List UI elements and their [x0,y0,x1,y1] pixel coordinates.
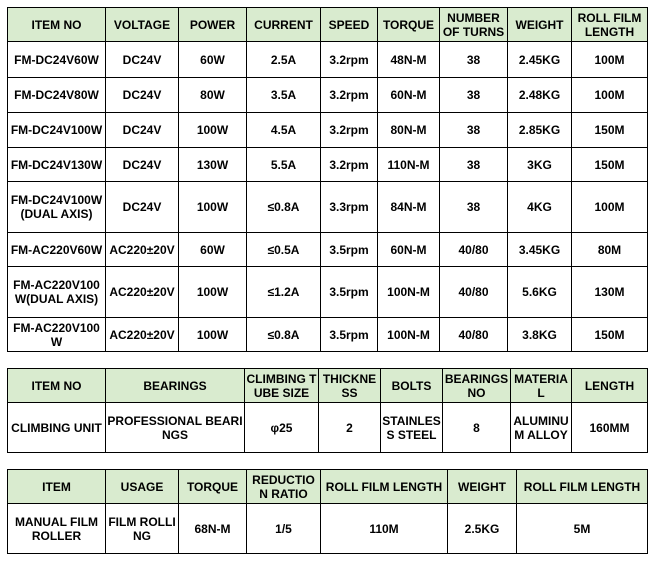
motor-spec-cell: FM-AC220V100W [8,318,106,352]
motor-spec-cell: 38 [440,78,508,113]
motor-spec-cell: FM-DC24V100W(DUAL AXIS) [8,182,106,233]
motor-spec-cell: AC220±20V [106,318,179,352]
manual-roller-header-cell: REDUCTION RATIO [247,470,321,504]
motor-spec-cell: 60N-M [378,78,440,113]
motor-spec-cell: 150M [572,113,648,148]
manual-roller-body [8,504,648,554]
motor-spec-cell: 100W [179,267,247,318]
manual-roller-header-row [8,470,648,504]
climbing-unit-cell: φ25 [245,403,319,453]
motor-spec-table [7,7,648,352]
motor-spec-cell: 2.45KG [508,42,572,78]
motor-spec-cell: FM-DC24V100W [8,113,106,148]
motor-spec-cell: DC24V [106,113,179,148]
motor-spec-cell: DC24V [106,42,179,78]
manual-roller-header-cell: WEIGHT [448,470,517,504]
climbing-unit-cell: 8 [443,403,511,453]
motor-spec-cell: 100M [572,78,648,113]
motor-spec-cell: 38 [440,42,508,78]
motor-spec-cell: 38 [440,148,508,182]
motor-spec-cell: 60W [179,42,247,78]
motor-spec-cell: 100M [572,182,648,233]
motor-spec-cell: 3.8KG [508,318,572,352]
motor-spec-cell: DC24V [106,182,179,233]
motor-spec-header-cell: ROLL FILM LENGTH [572,8,648,42]
motor-spec-cell: 4KG [508,182,572,233]
motor-spec-header-cell: WEIGHT [508,8,572,42]
climbing-unit-cell: 160MM [572,403,648,453]
motor-spec-header-cell: TORQUE [378,8,440,42]
manual-roller-header-cell: USAGE [106,470,179,504]
climbing-unit-cell: PROFESSIONAL BEARINGS [106,403,245,453]
motor-spec-row [8,148,648,182]
motor-spec-header-row [8,8,648,42]
motor-spec-cell: 40/80 [440,233,508,267]
motor-spec-cell: 2.48KG [508,78,572,113]
motor-spec-cell: 130M [572,267,648,318]
motor-spec-cell: 60N-M [378,233,440,267]
motor-spec-cell: 38 [440,113,508,148]
motor-spec-row [8,318,648,352]
motor-spec-cell: 100W [179,318,247,352]
motor-spec-cell: AC220±20V [106,233,179,267]
motor-spec-header-cell: NUMBER OF TURNS [440,8,508,42]
motor-spec-cell: AC220±20V [106,267,179,318]
climbing-unit-header-cell: ITEM NO [8,369,106,403]
climbing-unit-header-row [8,369,648,403]
motor-spec-cell: 3.5A [247,78,321,113]
climbing-unit-cell: ALUMINUM ALLOY [511,403,572,453]
motor-spec-cell: 40/80 [440,267,508,318]
climbing-unit-table [7,368,648,453]
motor-spec-cell: 3.2rpm [321,113,378,148]
motor-spec-header-cell: SPEED [321,8,378,42]
manual-roller-cell: 2.5KG [448,504,517,554]
motor-spec-cell: 130W [179,148,247,182]
motor-spec-cell: 38 [440,182,508,233]
climbing-unit-body [8,403,648,453]
motor-spec-cell: 3KG [508,148,572,182]
motor-spec-cell: 110N-M [378,148,440,182]
manual-roller-cell: 68N-M [179,504,247,554]
motor-spec-cell: DC24V [106,148,179,182]
motor-spec-cell: 80W [179,78,247,113]
climbing-unit-header-cell: BEARINGS NO [443,369,511,403]
manual-roller-header-cell: TORQUE [179,470,247,504]
manual-roller-header-cell: ITEM [8,470,106,504]
motor-spec-cell: 3.5rpm [321,318,378,352]
motor-spec-cell: 100N-M [378,267,440,318]
climbing-unit-cell: STAINLESS STEEL [381,403,443,453]
motor-spec-cell: 4.5A [247,113,321,148]
manual-roller-table [7,469,648,554]
motor-spec-cell: 3.45KG [508,233,572,267]
climbing-unit-header-cell: BOLTS [381,369,443,403]
manual-roller-cell: 1/5 [247,504,321,554]
manual-roller-cell: MANUAL FILM ROLLER [8,504,106,554]
motor-spec-cell: ≤0.8A [247,182,321,233]
motor-spec-cell: 150M [572,318,648,352]
motor-spec-cell: FM-AC220V60W [8,233,106,267]
manual-roller-cell: FILM ROLLING [106,504,179,554]
motor-spec-cell: 2.85KG [508,113,572,148]
motor-spec-cell: 150M [572,148,648,182]
climbing-unit-header-cell: LENGTH [572,369,648,403]
motor-spec-cell: 3.3rpm [321,182,378,233]
motor-spec-cell: ≤1.2A [247,267,321,318]
motor-spec-cell: FM-AC220V100W(DUAL AXIS) [8,267,106,318]
motor-spec-header-cell: CURRENT [247,8,321,42]
manual-roller-cell: 5M [517,504,648,554]
manual-roller-header-cell: ROLL FILM LENGTH [517,470,648,504]
climbing-unit-header-cell: CLIMBING TUBE SIZE [245,369,319,403]
motor-spec-row [8,267,648,318]
motor-spec-cell: 3.2rpm [321,78,378,113]
motor-spec-cell: FM-DC24V60W [8,42,106,78]
motor-spec-cell: 100N-M [378,318,440,352]
climbing-unit-header-cell: THICKNESS [319,369,381,403]
motor-spec-header-cell: ITEM NO [8,8,106,42]
motor-spec-header-cell: VOLTAGE [106,8,179,42]
motor-spec-cell: 100W [179,182,247,233]
motor-spec-cell: 3.5rpm [321,267,378,318]
motor-spec-cell: DC24V [106,78,179,113]
motor-spec-cell: 48N-M [378,42,440,78]
motor-spec-row [8,42,648,78]
motor-spec-cell: ≤0.8A [247,318,321,352]
motor-spec-cell: 2.5A [247,42,321,78]
climbing-unit-cell: CLIMBING UNIT [8,403,106,453]
motor-spec-cell: 3.2rpm [321,42,378,78]
motor-spec-cell: FM-DC24V130W [8,148,106,182]
motor-spec-row [8,78,648,113]
motor-spec-cell: 100M [572,42,648,78]
motor-spec-cell: 3.5rpm [321,233,378,267]
motor-spec-cell: ≤0.5A [247,233,321,267]
motor-spec-cell: 60W [179,233,247,267]
motor-spec-body [8,42,648,352]
motor-spec-cell: 80M [572,233,648,267]
motor-spec-cell: FM-DC24V80W [8,78,106,113]
climbing-unit-cell: 2 [319,403,381,453]
motor-spec-row [8,233,648,267]
climbing-unit-header-cell: MATERIAL [511,369,572,403]
motor-spec-cell: 80N-M [378,113,440,148]
motor-spec-row [8,113,648,148]
manual-roller-cell: 110M [321,504,448,554]
climbing-unit-header-cell: BEARINGS [106,369,245,403]
motor-spec-cell: 40/80 [440,318,508,352]
manual-roller-header-cell: ROLL FILM LENGTH [321,470,448,504]
motor-spec-cell: 100W [179,113,247,148]
motor-spec-cell: 3.2rpm [321,148,378,182]
motor-spec-cell: 5.5A [247,148,321,182]
motor-spec-header-cell: POWER [179,8,247,42]
manual-roller-row [8,504,648,554]
motor-spec-row [8,182,648,233]
motor-spec-cell: 5.6KG [508,267,572,318]
climbing-unit-row [8,403,648,453]
motor-spec-cell: 84N-M [378,182,440,233]
